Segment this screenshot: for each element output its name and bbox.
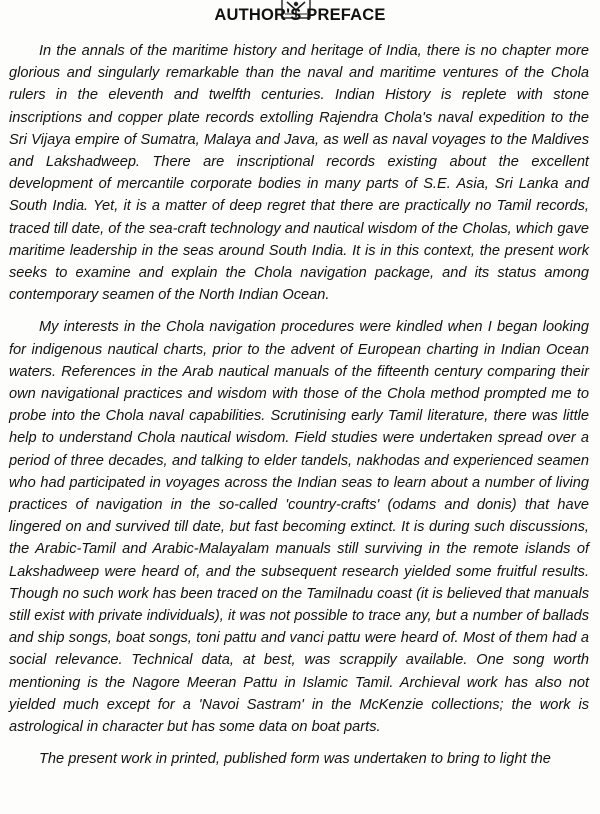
preface-body: [9, 40, 589, 781]
page-header: [0, 0, 600, 32]
paragraph-2: My interests in the Chola navigation procedures were kindled when I began looking for indigenous nautical charts, prior to the advent of European charting in Indian Ocean waters. References in the Arab nautical manuals of the fifteenth century comparing their own navigational practices and wisdom with those of the Chola method prompted me to probe into the Chola naval capabilities. Scrutinising early Tamil literature, there was little help to understand Chola nautical wisdom. Field studies were undertaken spread over a period of three decades, and talking to elder tandels, nakhodas and experienced seamen who had participated in voyages across the Indian seas to learn about a number of living practices of navigation in the so-called 'country-crafts' (odams and donis) that have lingered on and survived till date, but fast becoming extinct. It is during such discussions, the Arabic-Tamil and Arabic-Malayalam manuals still surviving in the remote islands of Lakshadweep were heard of, and the subsequent research yielded some fruitful results. Though no such work has been traced on the Tamilnadu coast (it is believed that manuals still exist with private individuals), it was not possible to trace any, but a number of ballads and ship songs, boat songs, toni pattu and vanci pattu were heard of. Most of them had a social relevance. Technical data, at best, was scrappily available. One song worth mentioning is the Nagore Meeran Pattu in Islamic Tamil. Archieval work has also not yielded much except for a 'Navoi Sastram' in the McKenzie collections; the work is astrological in character but has some data on boat parts.: [9, 319, 589, 736]
page-title: AUTHOR'S PREFACE: [214, 6, 386, 24]
paragraph-3: The present work in printed, published form was undertaken to bring to light the: [39, 751, 551, 768]
paragraph-1: In the annals of the maritime history and heritage of India, there is no chapter more glorious and singularly remarkable than the naval and maritime ventures of the Chola rulers in the eleventh and twelfth centuries. Indian History is replete with stone inscriptions and copper plate records extolling Rajendra Chola's naval expedition to the Sri Vijaya empire of Sumatra, Malaya and Java, as well as naval voyages to the Maldives and Lakshadweep. There are inscriptional records existing about the excellent development of mercantile corporate bodies in many parts of S.E. Asia, Sri Lanka and South India. Yet, it is a matter of deep regret that there are practically no Tamil records, traced till date, of the sea-craft technology and nautical wisdom of the Cholas, which gave maritime leadership in the seas around South India. It is in this context, the present work seeks to examine and explain the Chola navigation package, and its status among contemporary seamen of the North Indian Ocean.: [9, 43, 589, 304]
